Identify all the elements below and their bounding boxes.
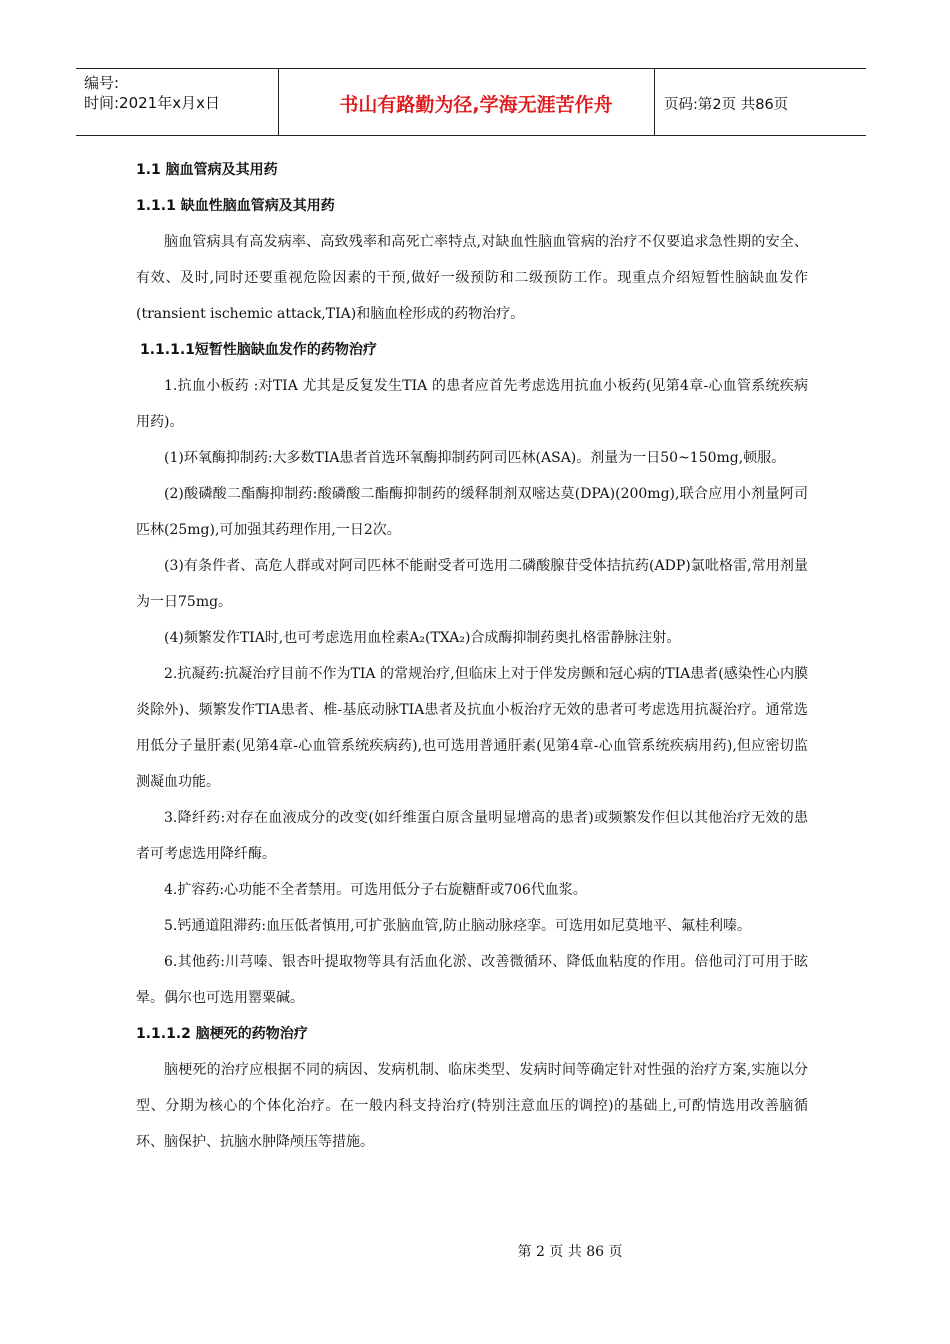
header-bottom-rule xyxy=(76,135,866,136)
subsection-heading: 1.1.1 缺血性脑血管病及其用药 xyxy=(136,198,335,214)
paragraph: (3)有条件者、高危人群或对阿司匹林不能耐受者可选用二磷酸腺苷受体拮抗药(ADP)氯吡格雷,常用剂量为一日75mg。 xyxy=(136,558,808,610)
header-motto: 书山有路勤为径,学海无涯苦作舟 xyxy=(339,94,613,116)
subsubsection-heading: 1.1.1.2 脑梗死的药物治疗 xyxy=(136,1026,308,1042)
paragraph: (4)频繁发作TIA时,也可考虑选用血栓素A₂(TXA₂)合成酶抑制药奥扎格雷静脉注射。 xyxy=(164,630,681,646)
footer-page-number: 第 2 页 共 86 页 xyxy=(517,1244,623,1260)
paragraph: 6.其他药:川芎嗪、银杏叶提取物等具有活血化淤、改善微循环、降低血粘度的作用。倍他司汀可用于眩晕。偶尔也可选用罂粟碱。 xyxy=(136,954,808,1006)
paragraph: 脑血管病具有高发病率、高致残率和高死亡率特点,对缺血性脑血管病的治疗不仅要追求急性期的安全、有效、及时,同时还要重视危险因素的干预,做好一级预防和二级预防工作。现重点介绍短暂性脑缺血发作(transient ischemic attack,TIA)和脑血栓形成的药物治疗。 xyxy=(136,234,808,322)
document-number-label: 编号: xyxy=(84,74,120,92)
page-header xyxy=(76,68,866,136)
document-body xyxy=(136,152,808,1160)
paragraph: 1.抗血小板药 :对TIA 尤其是反复发生TIA 的患者应首先考虑选用抗血小板药(见第4章-心血管系统疾病用药)。 xyxy=(136,378,808,430)
paragraph: 2.抗凝药:抗凝治疗目前不作为TIA 的常规治疗,但临床上对于伴发房颤和冠心病的TIA患者(感染性心内膜炎除外)、频繁发作TIA患者、椎-基底动脉TIA患者及抗血小板治疗无效的患者可考虑选用抗凝治疗。通常选用低分子量肝素(见第4章-心血管系统疾病药),也可选用普通肝素(见第4章-心血管系统疾病用药),但应密切监测凝血功能。 xyxy=(136,666,808,790)
paragraph: 3.降纤药:对存在血液成分的改变(如纤维蛋白原含量明显增高的患者)或频繁发作但以其他治疗无效的患者可考虑选用降纤酶。 xyxy=(136,810,808,862)
header-page-number: 页码:第2页 共86页 xyxy=(664,97,789,113)
paragraph: 4.扩容药:心功能不全者禁用。可选用低分子右旋糖酐或706代血浆。 xyxy=(164,882,587,898)
page-footer xyxy=(0,1241,950,1261)
header-divider-left xyxy=(278,68,279,136)
section-heading: 1.1 脑血管病及其用药 xyxy=(136,162,278,178)
paragraph: 脑梗死的治疗应根据不同的病因、发病机制、临床类型、发病时间等确定针对性强的治疗方案,实施以分型、分期为核心的个体化治疗。在一般内科支持治疗(特别注意血压的调控)的基础上,可酌情选用改善脑循环、脑保护、抗脑水肿降颅压等措施。 xyxy=(136,1062,808,1150)
paragraph: (1)环氧酶抑制药:大多数TIA患者首选环氧酶抑制药阿司匹林(ASA)。剂量为一日50~150mg,顿服。 xyxy=(164,450,786,466)
header-top-rule xyxy=(76,68,866,69)
subsubsection-heading: 1.1.1.1短暂性脑缺血发作的药物治疗 xyxy=(140,342,377,358)
paragraph: (2)酸磷酸二酯酶抑制药:酸磷酸二酯酶抑制药的缓释制剂双嘧达莫(DPA)(200mg),联合应用小剂量阿司匹林(25mg),可加强其药理作用,一日2次。 xyxy=(136,486,808,538)
paragraph: 5.钙通道阻滞药:血压低者慎用,可扩张脑血管,防止脑动脉痉挛。可选用如尼莫地平、氟桂利嗪。 xyxy=(164,918,751,934)
document-date-label: 时间:2021年x月x日 xyxy=(84,94,220,112)
